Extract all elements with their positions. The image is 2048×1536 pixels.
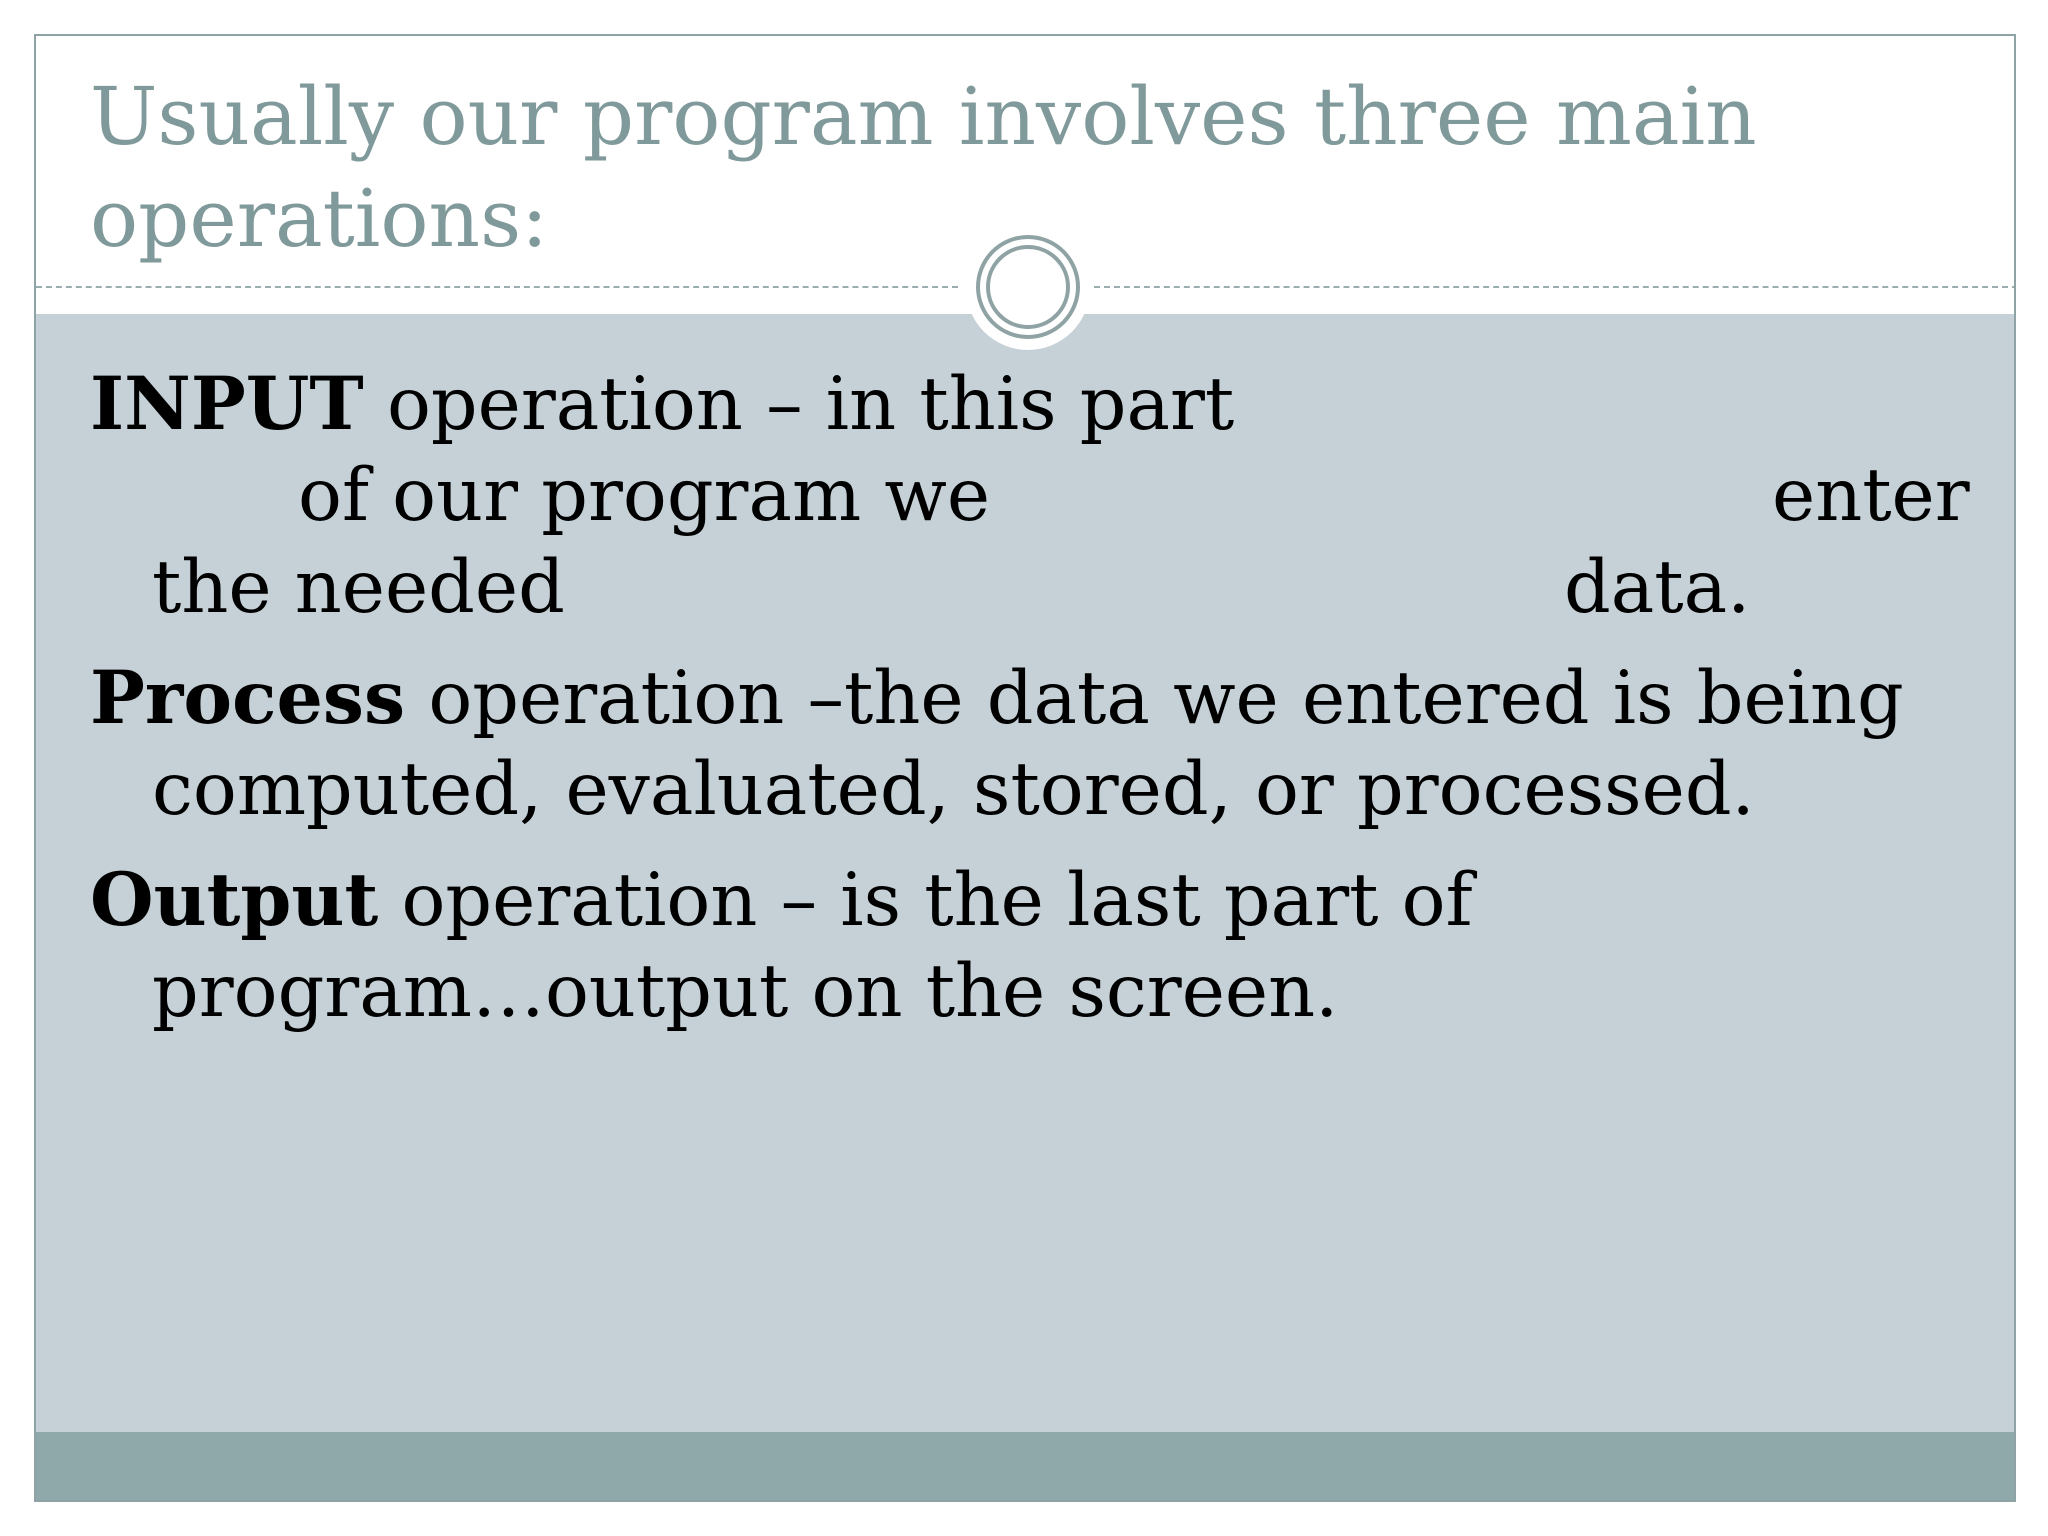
bullet-text: program…output on the screen. xyxy=(152,949,1339,1034)
slide-title: Usually our program involves three main operations: xyxy=(90,70,1757,265)
bullet-output xyxy=(90,854,1960,1038)
slide xyxy=(34,34,2016,1502)
bullet-process xyxy=(90,652,1960,836)
bullet-text: computed, evaluated, stored, or processed. xyxy=(152,747,1755,832)
bullet-text: enter xyxy=(1772,453,1970,538)
bullet-text: operation –the data we entered is being xyxy=(405,656,1904,741)
bullet-text: data. xyxy=(1564,545,1751,630)
bullet-text: operation – is the last part of xyxy=(378,858,1473,943)
bullet-line xyxy=(90,652,1960,744)
bullet-keyword: INPUT xyxy=(90,361,364,447)
bullet-line xyxy=(90,854,1960,946)
bullet-text: operation – in this part xyxy=(363,362,1235,447)
footer-band xyxy=(36,1432,2014,1502)
bullet-line xyxy=(90,450,1970,542)
bullet-line xyxy=(90,542,1960,634)
bullet-line xyxy=(90,744,1960,836)
bullet-keyword: Output xyxy=(90,857,379,943)
bullet-text: of our program we xyxy=(298,453,991,538)
bullet-line xyxy=(90,358,1960,450)
bullet-text: the needed xyxy=(152,545,565,630)
bullet-line xyxy=(90,946,1960,1038)
divider-right xyxy=(1094,286,2016,288)
divider-left xyxy=(36,286,958,288)
circle-ornament-inner xyxy=(986,245,1070,329)
bullet-input xyxy=(90,358,1970,634)
bullet-keyword: Process xyxy=(90,655,406,741)
bullet-list xyxy=(90,358,1970,1056)
